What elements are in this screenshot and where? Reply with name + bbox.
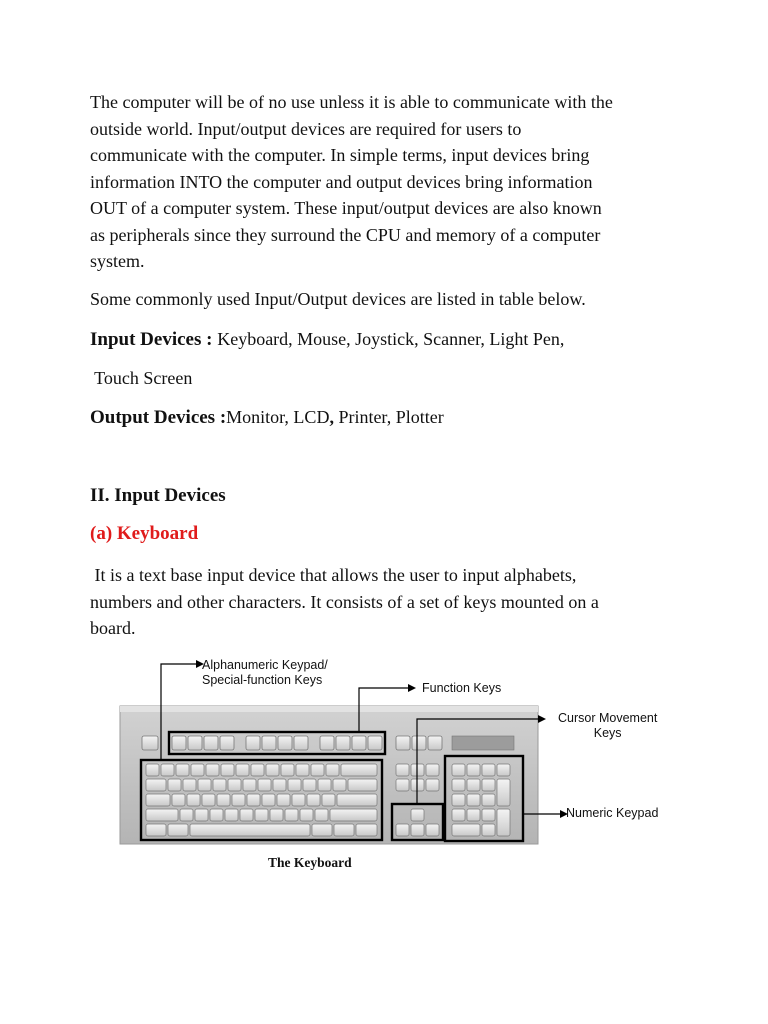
intro-line: system. bbox=[90, 251, 145, 271]
input-devices-line bbox=[90, 326, 690, 354]
function-keys-label: Function Keys bbox=[422, 681, 502, 695]
keyboard-description bbox=[90, 562, 690, 642]
input-devices-continued: Touch Screen bbox=[90, 368, 193, 388]
intro-paragraph bbox=[90, 89, 690, 275]
output-devices-comma: , bbox=[329, 407, 334, 427]
alphanumeric-label-line: Alphanumeric Keypad/ bbox=[202, 658, 328, 672]
keyboard-diagram bbox=[112, 652, 692, 852]
arrowhead bbox=[538, 715, 546, 723]
subsection-heading: (a) Keyboard bbox=[90, 523, 199, 544]
intro-line: communicate with the computer. In simple terms, input devices bring bbox=[90, 145, 590, 165]
output-devices-item: Printer, Plotter bbox=[333, 407, 444, 427]
intro-line: outside world. Input/output devices are required for users to bbox=[90, 118, 522, 139]
section-heading: II. Input Devices bbox=[90, 485, 226, 506]
arrowhead bbox=[408, 684, 416, 692]
output-devices-item: Monitor, LCD bbox=[226, 407, 330, 427]
cursor-keys-label-line: Keys bbox=[593, 726, 622, 740]
keyboard-figure bbox=[112, 652, 692, 882]
input-devices-items: Keyboard, Mouse, Joystick, Scanner, Light Pen, bbox=[217, 329, 565, 349]
keyboard-desc-line: board. bbox=[90, 618, 136, 638]
intro-line: The computer will be of no use unless it is able to communicate with the bbox=[90, 92, 613, 112]
keyboard-desc-line: It is a text base input device that allows the user to input alphabets, bbox=[90, 565, 577, 585]
cursor-keys-label-line: Cursor Movement bbox=[558, 711, 658, 725]
intro-line: OUT of a computer system. These input/output devices are also known bbox=[90, 198, 602, 218]
numeric-keypad-label: Numeric Keypad bbox=[566, 806, 659, 820]
intro-line: information INTO the computer and output devices bring information bbox=[90, 171, 593, 192]
alphanumeric-label bbox=[202, 658, 328, 688]
output-devices-line bbox=[90, 404, 690, 432]
listing-intro: Some commonly used Input/Output devices are listed in table below. bbox=[90, 289, 586, 309]
output-devices-label: Output Devices : bbox=[90, 407, 227, 428]
intro-line: as peripherals since they surround the CPU and memory of a computer bbox=[90, 224, 601, 245]
keyboard-desc-line: numbers and other characters. It consists of a set of keys mounted on a bbox=[90, 591, 599, 612]
input-devices-label: Input Devices : bbox=[90, 329, 218, 350]
figure-caption: The Keyboard bbox=[268, 855, 352, 870]
cursor-keys-label bbox=[558, 711, 657, 741]
alphanumeric-label-line: Special-function Keys bbox=[202, 673, 323, 687]
